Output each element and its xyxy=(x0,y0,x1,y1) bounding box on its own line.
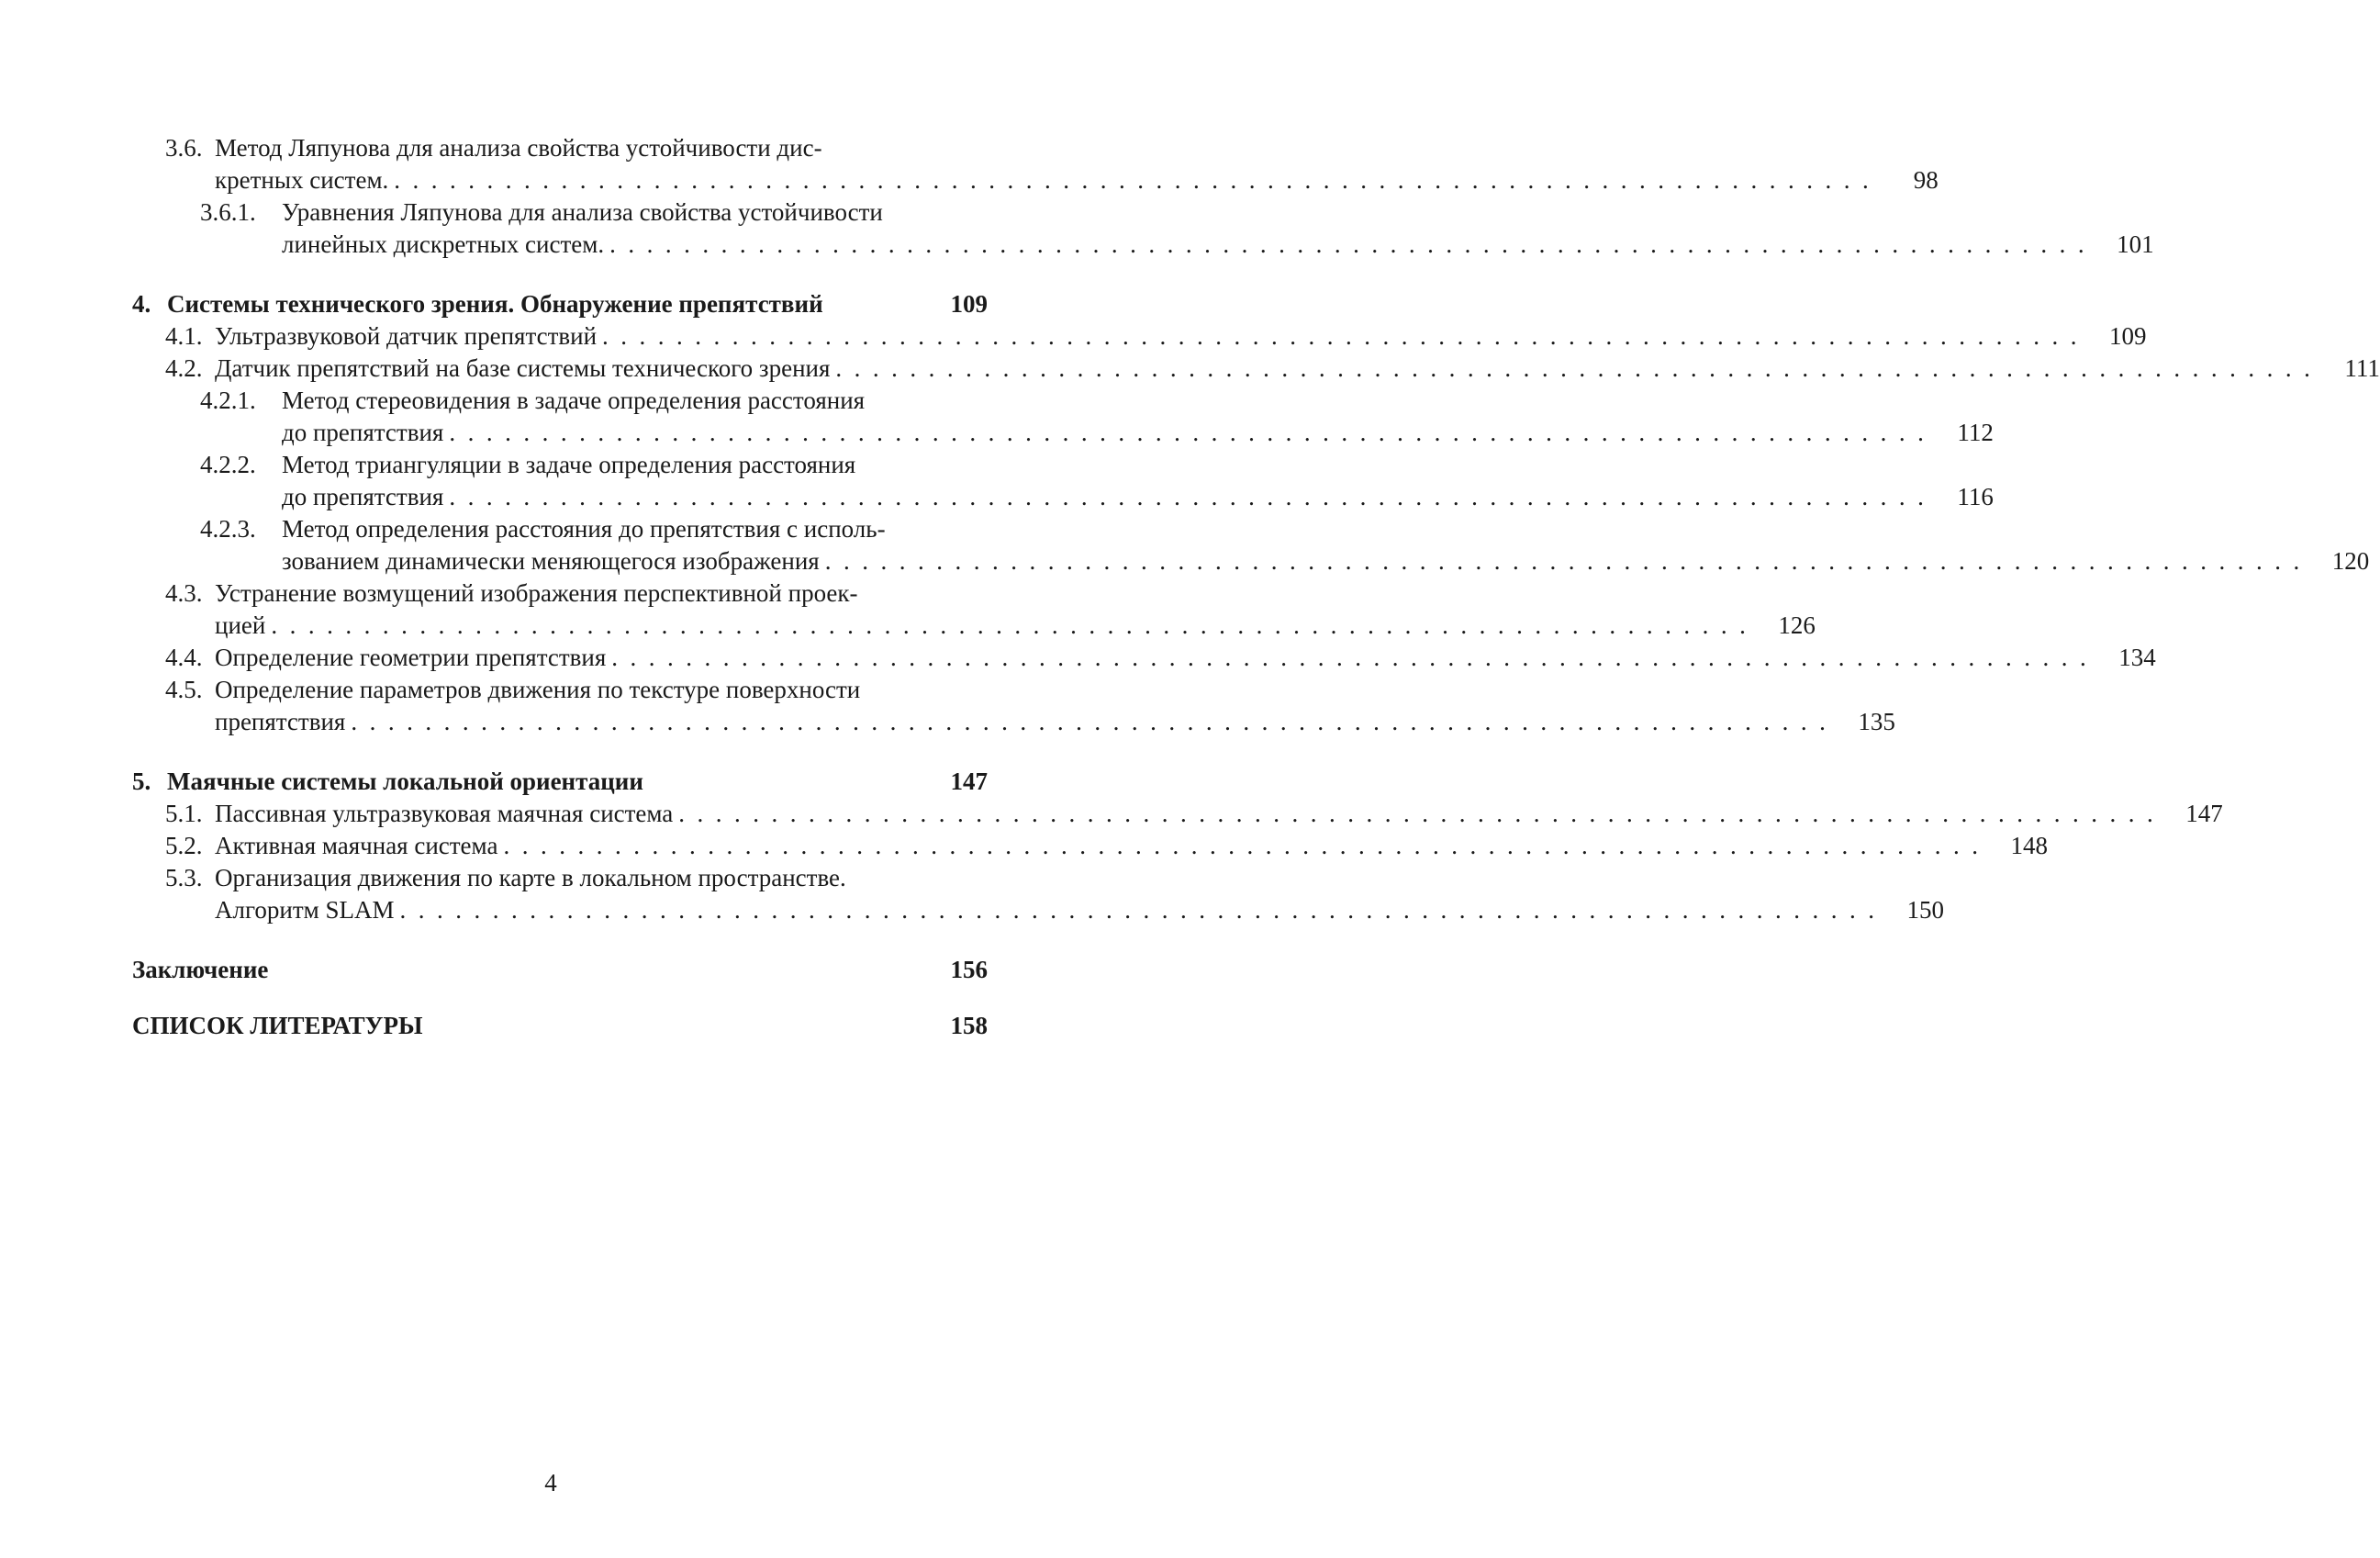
toc-entry-4-4 xyxy=(132,642,2156,674)
toc-conclusion-title: Заключение xyxy=(132,956,269,983)
toc-entry-number: 5.1. xyxy=(165,800,203,827)
toc-entry-3-6 xyxy=(132,132,1939,196)
toc-entry-title: Метод триангуляции в задаче определения расстояния xyxy=(282,451,856,478)
toc-entry-number: 3.6. xyxy=(165,134,203,162)
toc-entry-page: 120 xyxy=(2331,547,2370,575)
dot-leader: . . . . . . . . . . . . . . . . . . . . . . . . . . . . . . . . . . . . . . . . . . . . . . . . . . . . . . . . . . . . . . . . . . . . . . . . . . . . . . . . xyxy=(611,644,2086,671)
toc-entry-title: Организация движения по карте в локальном пространстве. xyxy=(215,864,846,891)
toc-entry-title: Устранение возмущений изображения перспективной проек- xyxy=(215,579,858,607)
toc-entry-page: 126 xyxy=(1778,611,1816,639)
toc-entry-number: 4.4. xyxy=(165,644,203,671)
toc-entry-number: 4.3. xyxy=(165,579,203,607)
toc-entry-number: 4.5. xyxy=(165,676,203,703)
toc-entry-title: Пассивная ультразвуковая маячная система xyxy=(215,800,674,827)
toc-entry-number: 5.2. xyxy=(165,832,203,859)
toc-entry-4-2-3 xyxy=(132,513,2370,577)
toc-entry-number: 5.3. xyxy=(165,864,203,891)
dot-leader: . . . . . . . . . . . . . . . . . . . . . . . . . . . . . . . . . . . . . . . . . . . . . . . . . . . . . . . . . . . . . . . . . . . . . . . . . . . . . . . . xyxy=(394,166,1869,194)
toc-entry-5-3 xyxy=(132,862,1944,926)
toc-references-title: СПИСОК ЛИТЕРАТУРЫ xyxy=(132,1012,423,1039)
toc-entry-title-continued: цией xyxy=(215,611,266,639)
toc-entry-page: 109 xyxy=(2109,322,2147,350)
toc-entry-title: Активная маячная система xyxy=(215,832,498,859)
dot-leader: . . . . . . . . . . . . . . . . . . . . . . . . . . . . . . . . . . . . . . . . . . . . . . . . . . . . . . . . . . . . . . . . . . . . . . . . . . . . . . . . xyxy=(449,483,1924,510)
toc-entry-page: 111 xyxy=(2344,354,2380,382)
toc-entry-title: Уравнения Ляпунова для анализа свойства устойчивости xyxy=(282,198,883,226)
toc-chapter-page: 109 xyxy=(950,290,988,318)
toc-chapter-4 xyxy=(132,288,988,320)
toc-entry-page: 134 xyxy=(2118,644,2156,671)
toc-entry-page: 112 xyxy=(1957,419,1994,446)
dot-leader: . . . . . . . . . . . . . . . . . . . . . . . . . . . . . . . . . . . . . . . . . . . . . . . . . . . . . . . . . . . . . . . . . . . . . . . . . . . . . . . . xyxy=(602,322,2077,350)
page-number: 4 xyxy=(544,1469,557,1496)
toc-entry-5-2 xyxy=(132,830,2048,862)
toc-references xyxy=(132,1010,988,1042)
toc-entry-title-continued: линейных дискретных систем. xyxy=(282,230,605,258)
dot-leader: . . . . . . . . . . . . . . . . . . . . . . . . . . . . . . . . . . . . . . . . . . . . . . . . . . . . . . . . . . . . . . . . . . . . . . . . . . . . . . . . xyxy=(824,547,2300,575)
dot-leader: . . . . . . . . . . . . . . . . . . . . . . . . . . . . . . . . . . . . . . . . . . . . . . . . . . . . . . . . . . . . . . . . . . . . . . . . . . . . . . . . xyxy=(835,354,2310,382)
toc-chapter-title: Системы технического зрения. Обнаружение препятствий xyxy=(167,290,823,318)
toc-entry-page: 147 xyxy=(2185,800,2223,827)
toc-entry-4-1 xyxy=(132,320,2147,353)
toc-entry-4-2 xyxy=(132,353,2380,385)
dot-leader: . . . . . . . . . . . . . . . . . . . . . . . . . . . . . . . . . . . . . . . . . . . . . . . . . . . . . . . . . . . . . . . . . . . . . . . . . . . . . . . . xyxy=(271,611,1746,639)
toc-entry-title-continued: до препятствия xyxy=(282,419,444,446)
toc-entry-title-continued: препятствия xyxy=(215,708,346,735)
toc-entry-title: Датчик препятствий на базе системы технического зрения xyxy=(215,354,831,382)
toc-entry-4-3 xyxy=(132,577,1816,642)
toc-conclusion-page: 156 xyxy=(950,956,988,983)
toc-entry-title: Определение геометрии препятствия xyxy=(215,644,607,671)
toc-entry-title-continued: Алгоритм SLAM xyxy=(215,896,395,924)
toc-entry-number: 3.6.1. xyxy=(200,198,256,226)
toc-references-page: 158 xyxy=(950,1012,988,1039)
toc-entry-number: 4.1. xyxy=(165,322,203,350)
toc-entry-number: 4.2.2. xyxy=(200,451,256,478)
dot-leader: . . . . . . . . . . . . . . . . . . . . . . . . . . . . . . . . . . . . . . . . . . . . . . . . . . . . . . . . . . . . . . . . . . . . . . . . . . . . . . . . xyxy=(609,230,2084,258)
toc-chapter-number: 4. xyxy=(132,290,151,318)
dot-leader: . . . . . . . . . . . . . . . . . . . . . . . . . . . . . . . . . . . . . . . . . . . . . . . . . . . . . . . . . . . . . . . . . . . . . . . . . . . . . . . . xyxy=(678,800,2153,827)
toc-entry-number: 4.2.3. xyxy=(200,515,256,543)
toc-entry-title: Ультразвуковой датчик препятствий xyxy=(215,322,598,350)
toc-entry-4-2-1 xyxy=(132,385,1994,449)
toc-entry-title: Метод Ляпунова для анализа свойства устойчивости дис- xyxy=(215,134,822,162)
toc-entry-page: 148 xyxy=(2010,832,2048,859)
toc-chapter-5 xyxy=(132,766,988,798)
dot-leader: . . . . . . . . . . . . . . . . . . . . . . . . . . . . . . . . . . . . . . . . . . . . . . . . . . . . . . . . . . . . . . . . . . . . . . . . . . . . . . . . xyxy=(351,708,1826,735)
toc-entry-title: Метод определения расстояния до препятствия с исполь- xyxy=(282,515,886,543)
toc-chapter-number: 5. xyxy=(132,768,151,795)
table-of-contents xyxy=(132,132,2380,1042)
dot-leader: . . . . . . . . . . . . . . . . . . . . . . . . . . . . . . . . . . . . . . . . . . . . . . . . . . . . . . . . . . . . . . . . . . . . . . . . . . . . . . . . xyxy=(449,419,1924,446)
toc-entry-title-continued: кретных систем. xyxy=(215,166,389,194)
toc-chapter-page: 147 xyxy=(950,768,988,795)
toc-entry-4-5 xyxy=(132,674,1895,738)
toc-entry-3-6-1 xyxy=(132,196,2154,261)
toc-entry-page: 116 xyxy=(1957,483,1994,510)
toc-entry-title-continued: до препятствия xyxy=(282,483,444,510)
dot-leader: . . . . . . . . . . . . . . . . . . . . . . . . . . . . . . . . . . . . . . . . . . . . . . . . . . . . . . . . . . . . . . . . . . . . . . . . . . . . . . . . xyxy=(503,832,1978,859)
toc-entry-title-continued: зованием динамически меняющегося изображения xyxy=(282,547,820,575)
dot-leader: . . . . . . . . . . . . . . . . . . . . . . . . . . . . . . . . . . . . . . . . . . . . . . . . . . . . . . . . . . . . . . . . . . . . . . . . . . . . . . . . xyxy=(399,896,1874,924)
toc-conclusion xyxy=(132,954,988,986)
toc-entry-page: 101 xyxy=(2117,230,2154,258)
toc-entry-number: 4.2. xyxy=(165,354,203,382)
toc-entry-title: Метод стереовидения в задаче определения расстояния xyxy=(282,387,866,414)
toc-entry-title: Определение параметров движения по текстуре поверхности xyxy=(215,676,861,703)
toc-entry-number: 4.2.1. xyxy=(200,387,256,414)
toc-entry-4-2-2 xyxy=(132,449,1994,513)
toc-entry-5-1 xyxy=(132,798,2223,830)
toc-entry-page: 150 xyxy=(1906,896,1944,924)
toc-entry-page: 98 xyxy=(1913,166,1939,194)
toc-entry-page: 135 xyxy=(1858,708,1895,735)
toc-chapter-title: Маячные системы локальной ориентации xyxy=(167,768,643,795)
